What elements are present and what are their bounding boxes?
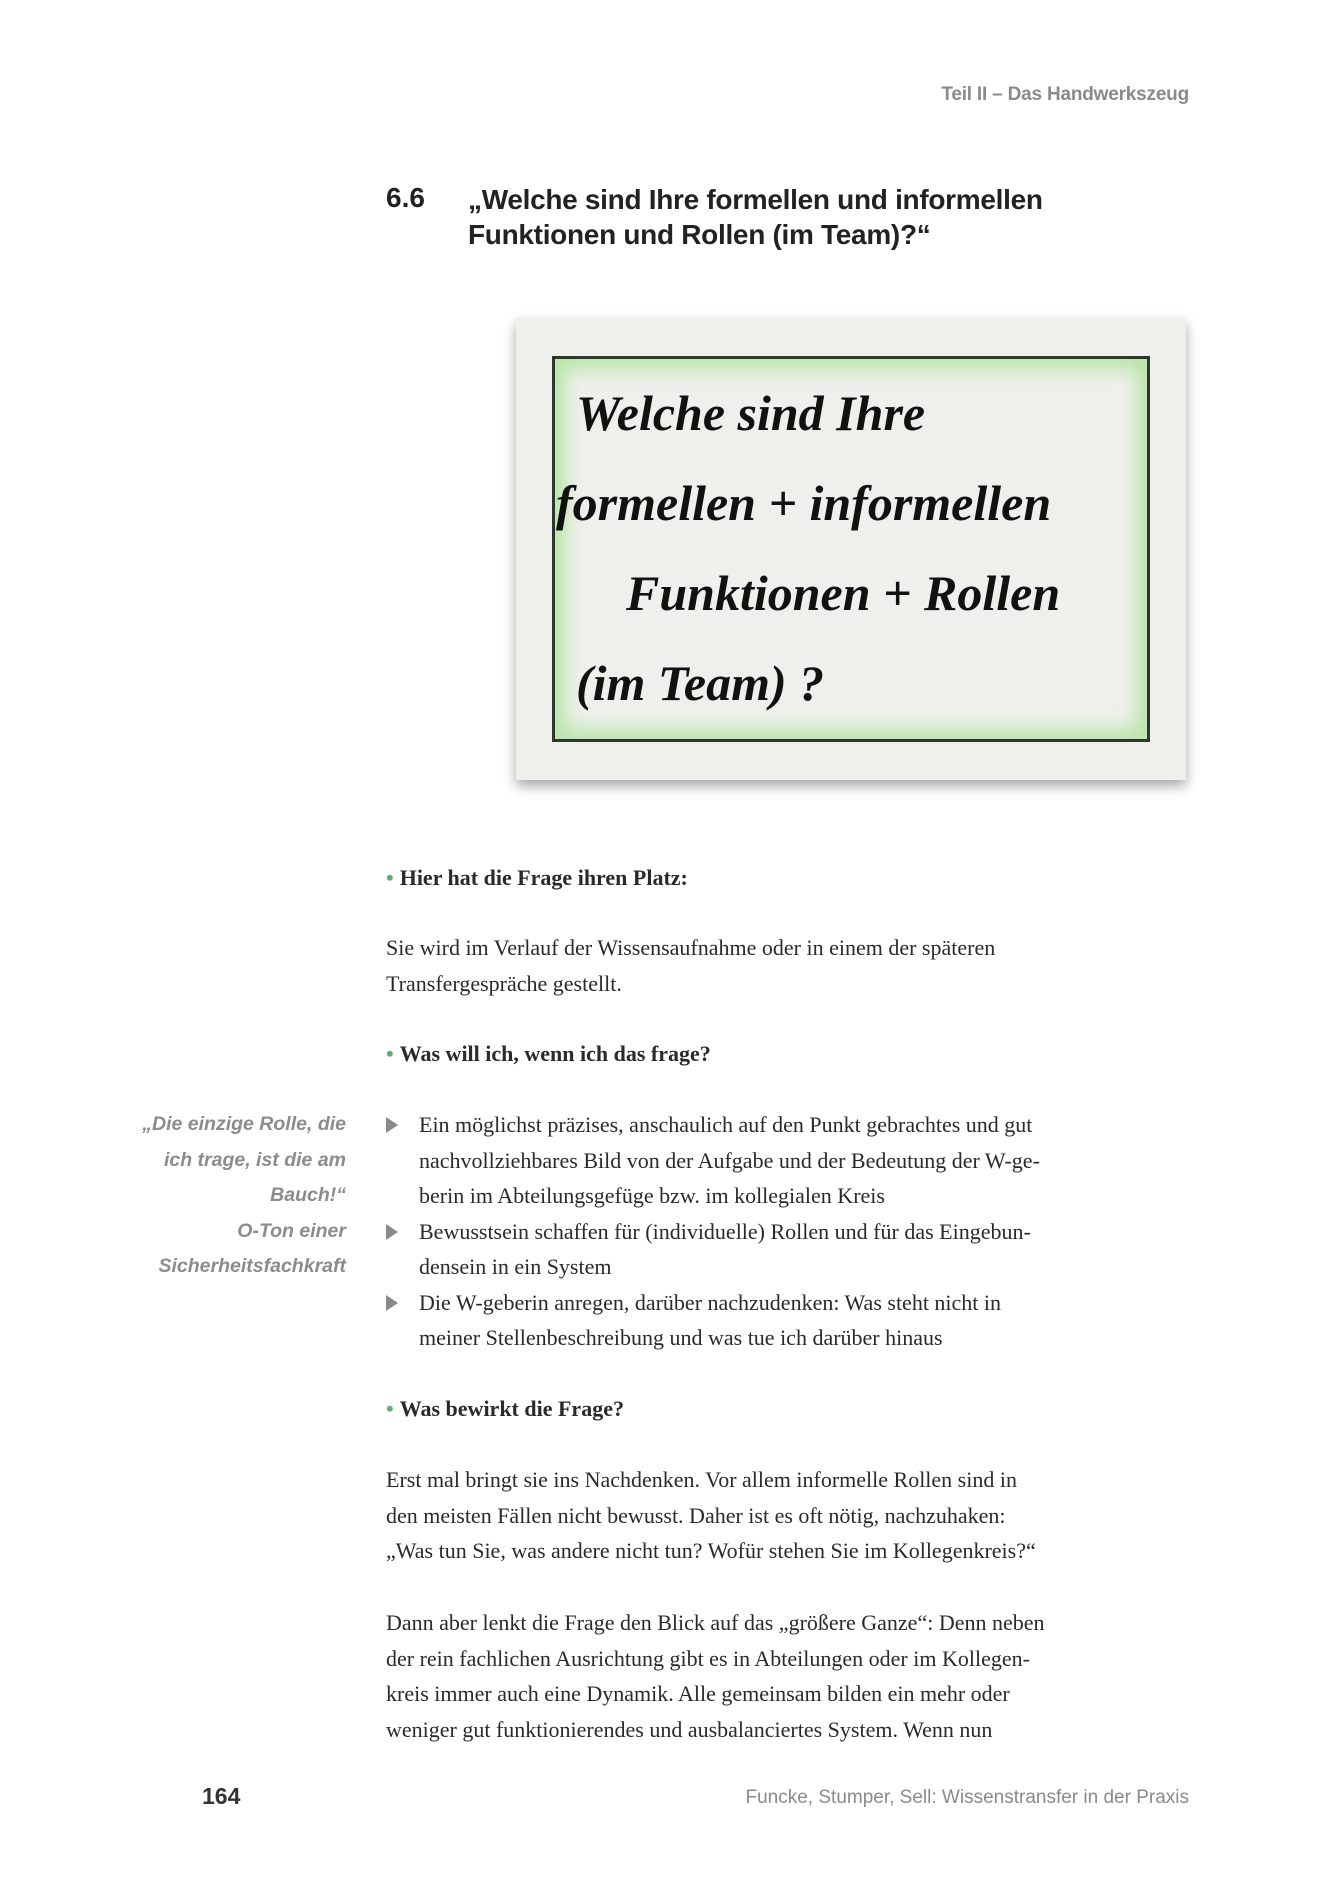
section-number: 6.6 [386,182,425,213]
flipchart-line: Funktionen + Rollen [626,565,1061,621]
subheading-effect [386,1391,1206,1427]
section-title-line: „Welche sind Ihre formellen und informellen [468,184,1043,215]
text-line: den meisten Fällen nicht bewusst. Daher ist es oft nötig, nachzuhaken: [386,1502,1006,1528]
subheading-place [386,860,1206,896]
text-line: Sie wird im Verlauf der Wissensaufnahme oder in einem der späteren [386,935,996,960]
subheading-text: Hier hat die Frage ihren Platz: [399,865,688,890]
list-item [386,1107,1206,1214]
section-title [468,182,1208,252]
margin-quote [142,1107,346,1285]
arrow-bullet-icon [386,1295,398,1311]
subheading-intent [386,1036,1206,1072]
bullet-dot-icon: • [386,865,394,890]
subheading-text: Was bewirkt die Frage? [399,1396,624,1421]
goal-list [386,1107,1206,1356]
text-line: „Was tun Sie, was andere nicht tun? Wofür stehen Sie im Kollegenkreis?“ [386,1538,1036,1563]
footer-book-title: Funcke, Stumper, Sell: Wissenstransfer in der Praxis [745,1787,1189,1808]
text-line: densein in ein System [419,1254,612,1279]
text-line: meiner Stellenbeschreibung und was tue ich darüber hinaus [419,1325,943,1350]
quote-source: Sicherheitsfachkraft [158,1255,346,1277]
text-line: Transfergespräche gestellt. [386,970,622,996]
text-line: weniger gut funktionierendes und ausbalanciertes System. Wenn nun [386,1716,993,1742]
flipchart-line: (im Team) ? [576,655,825,711]
flipchart-line: formellen + informellen [556,475,1052,531]
text-line: Erst mal bringt sie ins Nachdenken. Vor allem informelle Rollen sind in [386,1467,1017,1492]
quote-line: ich trage, ist die am [163,1148,346,1171]
quote-line: „Die einzige Rolle, die [142,1113,346,1135]
subheading-text: Was will ich, wenn ich das frage? [399,1041,711,1066]
section-title-line: Funktionen und Rollen (im Team)?“ [468,219,931,250]
bullet-dot-icon: • [386,1396,394,1421]
text-line: der rein fachlichen Ausrichtung gibt es in Abteilungen oder im Kollegen- [386,1645,1030,1671]
quote-line: Bauch!“ [270,1184,346,1206]
paragraph [386,930,1206,1001]
arrow-bullet-icon [386,1224,398,1240]
page-number: 164 [202,1783,241,1809]
list-item [386,1285,1206,1356]
text-line: kreis immer auch eine Dynamik. Alle gemeinsam bilden ein mehr oder [386,1681,1010,1706]
bullet-dot-icon: • [386,1041,394,1066]
text-line: nachvollziehbares Bild von der Aufgabe und der Bedeutung der W-ge- [419,1147,1040,1173]
quote-source: O-Ton einer [237,1219,346,1242]
paragraph [386,1605,1206,1747]
text-line: berin im Abteilungsgefüge bzw. im kollegialen Kreis [419,1183,885,1208]
arrow-bullet-icon [386,1117,398,1133]
paragraph [386,1462,1206,1569]
list-item [386,1214,1206,1285]
flipchart-lettering [556,368,1156,728]
flipchart-photo [516,318,1186,780]
text-line: Ein möglichst präzises, anschaulich auf den Punkt gebrachtes und gut [419,1112,1033,1137]
text-line: Dann aber lenkt die Frage den Blick auf das „größere Ganze“: Denn neben [386,1610,1045,1635]
flipchart-line: Welche sind Ihre [576,385,926,441]
text-line: Bewusstsein schaffen für (individuelle) Rollen und für das Eingebun- [419,1218,1031,1244]
running-head: Teil II – Das Handwerkszeug [941,84,1189,105]
text-line: Die W-geberin anregen, darüber nachzudenken: Was steht nicht in [419,1289,1002,1315]
